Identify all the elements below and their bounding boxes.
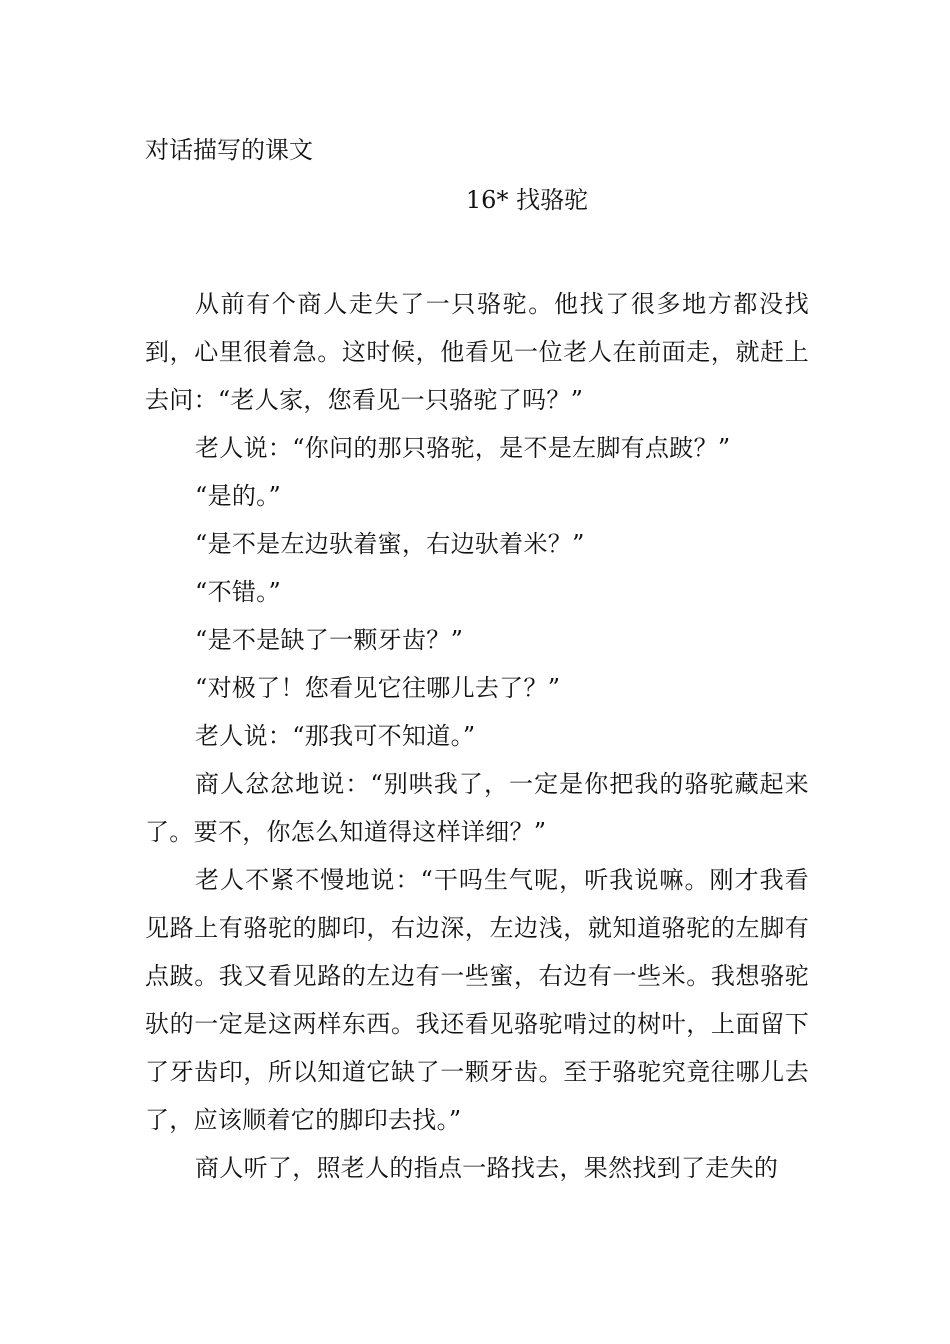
paragraph: 老人不紧不慢地说：“干吗生气呢，听我说嘛。刚才我看见路上有骆驼的脚印，右边深，左边浅，就知道骆驼的左脚有点跛。我又看见路的左边有一些蜜，右边有一些米。我想骆驼驮的一定是这两样东西。我还看见骆驼啃过的树叶，上面留下了牙齿印，所以知道它缺了一颗牙齿。至于骆驼究竟往哪儿去了，应该顺着它的脚印去找。” — [145, 866, 809, 1134]
paragraph: 商人听了，照老人的指点一路找去，果然找到了走失的 — [195, 1154, 779, 1182]
paragraph: “是不是缺了一颗牙齿？” — [195, 626, 464, 654]
paragraph: 从前有个商人走失了一只骆驼。他找了很多地方都没找到，心里很着急。这时候，他看见一位老人在前面走，就赶上去问：“老人家，您看见一只骆驼了吗？” — [145, 290, 809, 414]
lesson-title: 16* 找骆驼 — [465, 186, 589, 214]
paragraph: 老人说：“那我可不知道。” — [195, 722, 476, 750]
paragraph: “是的。” — [195, 482, 282, 510]
paragraph: “不错。” — [195, 578, 282, 606]
document-heading: 对话描写的课文 — [145, 136, 313, 164]
paragraph: 商人忿忿地说：“别哄我了，一定是你把我的骆驼藏起来了。要不，你怎么知道得这样详细？” — [145, 770, 809, 846]
lesson-body — [145, 280, 809, 1192]
paragraph: “是不是左边驮着蜜，右边驮着米？” — [195, 530, 585, 558]
paragraph: 老人说：“你问的那只骆驼，是不是左脚有点跛？” — [195, 434, 731, 462]
paragraph: “对极了！您看见它往哪儿去了？” — [195, 674, 561, 702]
